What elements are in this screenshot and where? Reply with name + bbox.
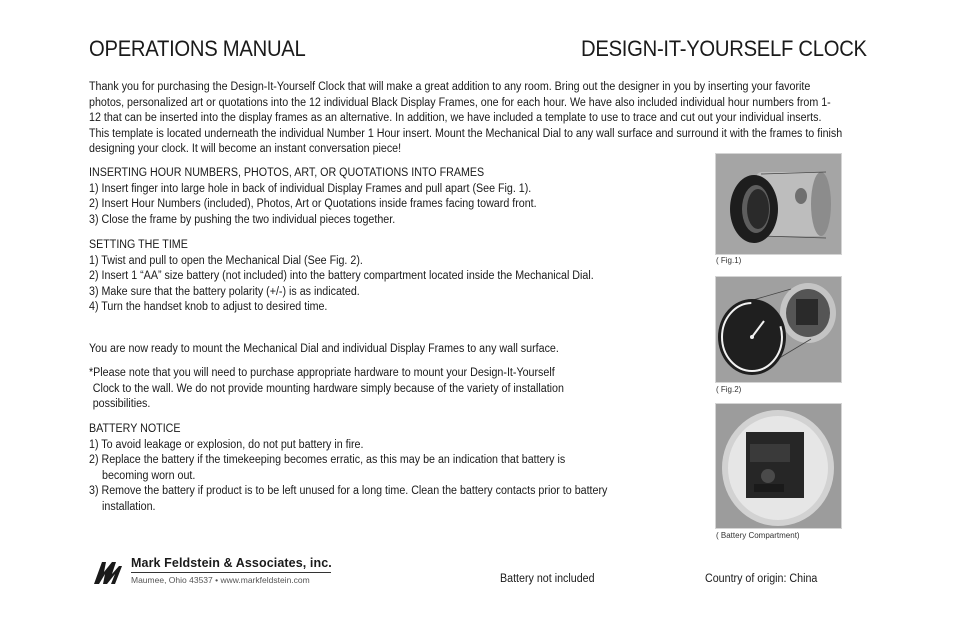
- company-address: Maumee, Ohio 43537 • www.markfeldstein.com: [131, 575, 310, 585]
- product-title: DESIGN-IT-YOURSELF CLOCK: [581, 36, 867, 61]
- section-heading: INSERTING HOUR NUMBERS, PHOTOS, ART, OR QUOTATIONS INTO FRAMES: [89, 167, 485, 179]
- section-heading: BATTERY NOTICE: [89, 423, 181, 435]
- battery-compartment-photo: [715, 403, 842, 529]
- company-name: Mark Feldstein & Associates, inc.: [131, 556, 332, 570]
- list-item: 4) Turn the handset knob to adjust to desired time.: [89, 301, 328, 314]
- list-item: 1) Twist and pull to open the Mechanical Dial (See Fig. 2).: [89, 254, 363, 267]
- display-frame-photo: [715, 153, 842, 255]
- divider: [131, 572, 331, 573]
- manual-title: OPERATIONS MANUAL: [89, 36, 306, 61]
- company-logo-icon: [93, 556, 123, 586]
- mechanical-dial-photo: [715, 276, 842, 383]
- mounting-note: *Please note that you will need to purchase appropriate hardware to mount your Design-It-Yourself Clock to the wall. We do not provide mounting hardware simply because of the variety of installation possibilities.: [89, 367, 564, 411]
- figure-caption: ( Fig.2): [716, 385, 742, 394]
- list-item: 3) Remove the battery if product is to be left unused for a long time. Clean the battery contacts prior to battery installation.: [89, 485, 608, 513]
- ready-paragraph: You are now ready to mount the Mechanical Dial and individual Display Frames to any wall surface.: [89, 343, 559, 355]
- section-battery-notice: [89, 422, 614, 516]
- list-item: 3) Make sure that the battery polarity (+/-) is as indicated.: [89, 285, 360, 298]
- section-inserting-frames: [89, 166, 614, 228]
- list-item: 1) Insert finger into large hole in back of individual Display Frames and pull apart (See Fig. 1).: [89, 182, 532, 195]
- section-setting-time: [89, 238, 614, 316]
- intro-paragraph: Thank you for purchasing the Design-It-Yourself Clock that will make a great addition to any room. Bring out the designer in you by inserting your favorite photos, personalized art or quotations into the 12 individual Black Display Frames, one for each hour. We have also included individual hour numbers from 1-12 that can be inserted into the display frames as an alternative. In addition, we have included a template to use to trace and cut out your individual inserts. This template is located underneath the individual Number 1 Hour insert. Mount the Mechanical Dial to any wall surface and surround it with the frames to finish designing your clock. It will become an instant conversation piece!: [89, 81, 843, 156]
- section-heading: SETTING THE TIME: [89, 239, 188, 251]
- list-item: 2) Insert Hour Numbers (included), Photos, Art or Quotations inside frames facing toward front.: [89, 198, 537, 211]
- figure-caption: ( Battery Compartment): [716, 531, 800, 540]
- list-item: 2) Replace the battery if the timekeeping becomes erratic, as this may be an indication that battery is becoming worn out.: [89, 454, 566, 482]
- list-item: 1) To avoid leakage or explosion, do not put battery in fire.: [89, 438, 364, 451]
- battery-not-included-note: Battery not included: [500, 573, 595, 585]
- list-item: 2) Insert 1 “AA” size battery (not included) into the battery compartment located inside the Mechanical Dial.: [89, 270, 594, 283]
- country-of-origin: Country of origin: China: [705, 573, 818, 585]
- list-item: 3) Close the frame by pushing the two individual pieces together.: [89, 213, 396, 226]
- figure-caption: ( Fig.1): [716, 256, 742, 265]
